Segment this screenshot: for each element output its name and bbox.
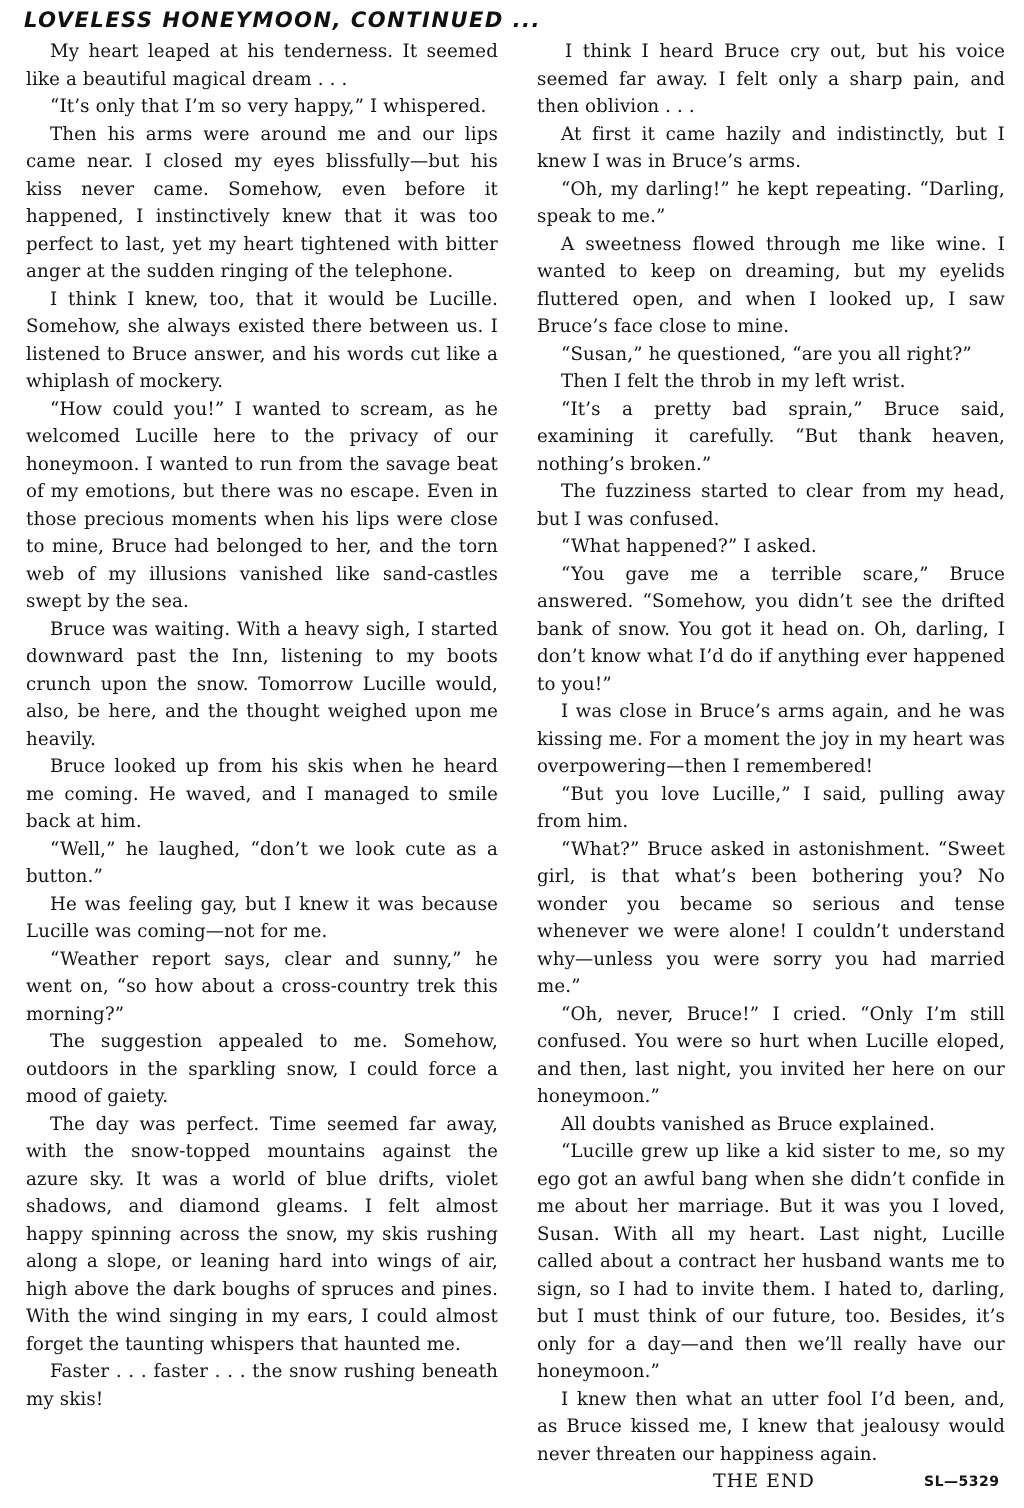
paragraph: “It’s a pretty bad sprain,” Bruce said, examining it carefully. “But thank heaven, nothing’s broken.”	[537, 398, 1005, 475]
paragraph: The fuzziness started to clear from my head, but I was confused.	[537, 481, 1005, 530]
paragraph: The day was perfect. Time seemed far away, with the snow-topped mountains against the azure sky. It was a world of blue drifts, violet shadows, and diamond gleams. I felt almost happy spinning across the snow, my skis rushing along a slope, or leaning hard into wings of air, high above the dark boughs of spruces and pines. With the wind singing in my ears, I could almost forget the taunting whispers that haunted me.	[26, 1113, 498, 1355]
paragraph: I think I heard Bruce cry out, but his voice seemed far away. I felt only a sharp pain, and then oblivion . . .	[537, 41, 1005, 117]
paragraph: Then I felt the throb in my left wrist.	[561, 371, 906, 392]
paragraph: I knew then what an utter fool I’d been, and, as Bruce kissed me, I knew that jealousy would never threaten our happiness again.	[537, 1388, 1005, 1465]
paragraph: The suggestion appealed to me. Somehow, outdoors in the sparkling snow, I could force a mood of gaiety.	[26, 1031, 498, 1107]
paragraph: “Lucille grew up like a kid sister to me, so my ego got an awful bang when she didn’t confide in me about her marriage. But it was you I loved, Susan. With all my heart. Last night, Lucille called about a contract her husband wants me to sign, so I had to invite them. I hated to, darling, but I must think of our future, too. Besides, it’s only for a day—and then we’ll really have our honeymoon.”	[537, 1141, 1005, 1382]
the-end-label: THE END	[713, 1470, 815, 1492]
paragraph: Then his arms were around me and our lips came near. I closed my eyes blissfully—but his kiss never came. Somehow, even before it happened, I instinctively knew that it was too perfect to last, yet my heart tightened with bitter anger at the sudden ringing of the telephone.	[26, 123, 498, 282]
left-text-column	[26, 38, 498, 1413]
paragraph: I think I knew, too, that it would be Lucille. Somehow, she always existed there between us. I listened to Bruce answer, and his words cut like a whiplash of mockery.	[26, 288, 498, 392]
paragraph: My heart leaped at his tenderness. It seemed like a beautiful magical dream . . .	[26, 41, 498, 90]
paragraph: “Oh, never, Bruce!” I cried. “Only I’m still confused. You were so hurt when Lucille eloped, and then, last night, you invited her here on our honeymoon.”	[537, 1003, 1005, 1107]
paragraph: “Susan,” he questioned, “are you all right?”	[561, 343, 972, 365]
paragraph: “You gave me a terrible scare,” Bruce answered. “Somehow, you didn’t see the drifted bank of snow. You got it head on. Oh, darling, I don’t know what I’d do if anything ever happened to you!”	[537, 563, 1005, 695]
paragraph: “But you love Lucille,” I said, pulling away from him.	[537, 783, 1005, 832]
page-code: SL—5329	[924, 1474, 1000, 1490]
paragraph: Bruce was waiting. With a heavy sigh, I started downward past the Inn, listening to my boots crunch upon the snow. Tomorrow Lucille would, also, be here, and the thought weighed upon me heavily.	[26, 618, 498, 750]
story-heading: LOVELESS HONEYMOON, CONTINUED ...	[24, 8, 542, 32]
paragraph: “Weather report says, clear and sunny,” he went on, “so how about a cross-country trek this morning?”	[26, 948, 498, 1025]
paragraph: Faster . . . faster . . . the snow rushing beneath my skis!	[26, 1361, 498, 1410]
paragraph: He was feeling gay, but I knew it was because Lucille was coming—not for me.	[26, 893, 498, 942]
paragraph: At first it came hazily and indistinctly, but I knew I was in Bruce’s arms.	[537, 123, 1005, 172]
right-text-column	[537, 38, 1005, 1468]
paragraph: “It’s only that I’m so very happy,” I whispered.	[50, 96, 487, 117]
paragraph: “Well,” he laughed, “don’t we look cute as a button.”	[26, 838, 498, 887]
paragraph: “What happened?” I asked.	[561, 536, 817, 557]
paragraph: “How could you!” I wanted to scream, as he welcomed Lucille here to the privacy of our honeymoon. I wanted to run from the savage beat of my emotions, but there was no escape. Even in those precious moments when his lips were close to mine, Bruce had belonged to her, and the torn web of my illusions vanished like sand-castles swept by the sea.	[26, 398, 498, 612]
paragraph: All doubts vanished as Bruce explained.	[561, 1113, 936, 1135]
paragraph: Bruce looked up from his skis when he heard me coming. He waved, and I managed to smile back at him.	[26, 756, 498, 832]
paragraph: A sweetness flowed through me like wine. I wanted to keep on dreaming, but my eyelids fluttered open, and when I looked up, I saw Bruce’s face close to mine.	[537, 233, 1005, 337]
paragraph: “What?” Bruce asked in astonishment. “Sweet girl, is that what’s been bothering you? No wonder you became so serious and tense whenever we were alone! I couldn’t understand why—unless you were sorry you had married me.”	[537, 838, 1005, 997]
paragraph: “Oh, my darling!” he kept repeating. “Darling, speak to me.”	[537, 178, 1005, 227]
paragraph: I was close in Bruce’s arms again, and he was kissing me. For a moment the joy in my heart was overpowering—then I remembered!	[537, 701, 1005, 777]
